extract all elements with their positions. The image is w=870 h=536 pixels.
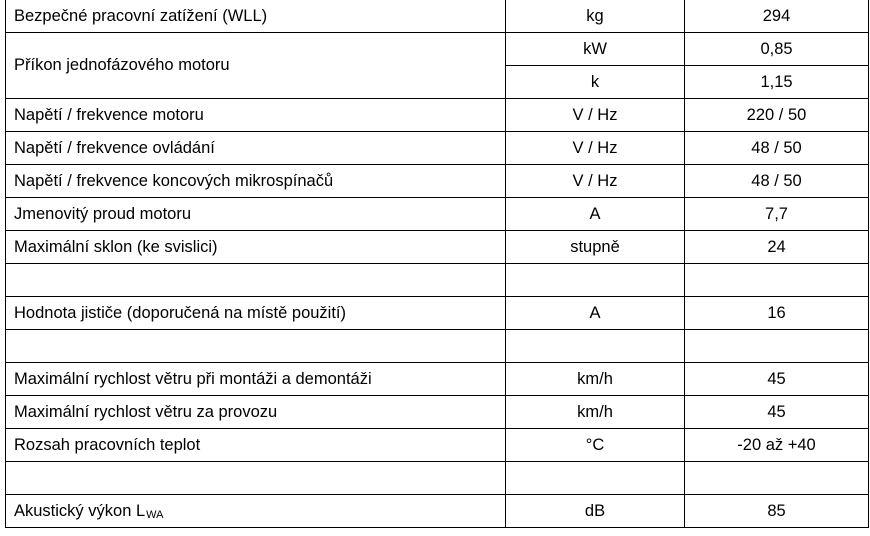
parameter-cell: Napětí / frekvence koncových mikrospínačů: [6, 165, 506, 198]
unit-cell: A: [506, 198, 685, 231]
parameter-cell: [6, 330, 506, 363]
unit-cell: A: [506, 297, 685, 330]
value-cell: [685, 462, 869, 495]
table-row: [6, 297, 869, 330]
unit-cell: dB: [506, 495, 685, 528]
value-cell: [685, 330, 869, 363]
empty-row: [6, 264, 869, 297]
table-row: [6, 231, 869, 264]
parameter-cell: [6, 495, 506, 528]
value-cell: 220 / 50: [685, 99, 869, 132]
parameter-label: Akustický výkon L: [14, 501, 146, 520]
table-row: [6, 363, 869, 396]
parameter-cell: Maximální rychlost větru za provozu: [6, 396, 506, 429]
value-cell: 85: [685, 495, 869, 528]
table-row: [6, 165, 869, 198]
unit-cell: V / Hz: [506, 165, 685, 198]
table-row: [6, 198, 869, 231]
parameter-cell: Příkon jednofázového motoru: [6, 33, 506, 99]
specifications-table: [5, 0, 869, 528]
value-cell: 48 / 50: [685, 165, 869, 198]
empty-row: [6, 330, 869, 363]
value-cell: 45: [685, 363, 869, 396]
table-row: [6, 429, 869, 462]
value-cell: 45: [685, 396, 869, 429]
unit-cell: V / Hz: [506, 132, 685, 165]
table-row: [6, 495, 869, 528]
unit-cell: stupně: [506, 231, 685, 264]
parameter-cell: [6, 264, 506, 297]
table-row: [6, 132, 869, 165]
parameter-cell: Napětí / frekvence motoru: [6, 99, 506, 132]
value-cell: 24: [685, 231, 869, 264]
parameter-cell: Jmenovitý proud motoru: [6, 198, 506, 231]
unit-cell: [506, 264, 685, 297]
value-cell: -20 až +40: [685, 429, 869, 462]
unit-cell: km/h: [506, 396, 685, 429]
unit-cell: [506, 462, 685, 495]
unit-cell: V / Hz: [506, 99, 685, 132]
table-row: [6, 33, 869, 66]
parameter-cell: [6, 462, 506, 495]
table-row: [6, 99, 869, 132]
value-cell: 294: [685, 0, 869, 33]
parameter-cell: Maximální sklon (ke svislici): [6, 231, 506, 264]
table-row: [6, 396, 869, 429]
unit-cell: km/h: [506, 363, 685, 396]
unit-cell: kg: [506, 0, 685, 33]
parameter-cell: Maximální rychlost větru při montáži a demontáži: [6, 363, 506, 396]
unit-cell: °C: [506, 429, 685, 462]
parameter-cell: Napětí / frekvence ovládání: [6, 132, 506, 165]
value-cell: 48 / 50: [685, 132, 869, 165]
parameter-subscript: WA: [146, 508, 164, 521]
value-cell: 1,15: [685, 66, 869, 99]
parameter-cell: Bezpečné pracovní zatížení (WLL): [6, 0, 506, 33]
parameter-cell: Rozsah pracovních teplot: [6, 429, 506, 462]
unit-cell: kW: [506, 33, 685, 66]
unit-cell: [506, 330, 685, 363]
value-cell: 0,85: [685, 33, 869, 66]
value-cell: 16: [685, 297, 869, 330]
table-row: [6, 0, 869, 33]
parameter-cell: Hodnota jističe (doporučená na místě použití): [6, 297, 506, 330]
unit-cell: k: [506, 66, 685, 99]
empty-row: [6, 462, 869, 495]
value-cell: 7,7: [685, 198, 869, 231]
value-cell: [685, 264, 869, 297]
